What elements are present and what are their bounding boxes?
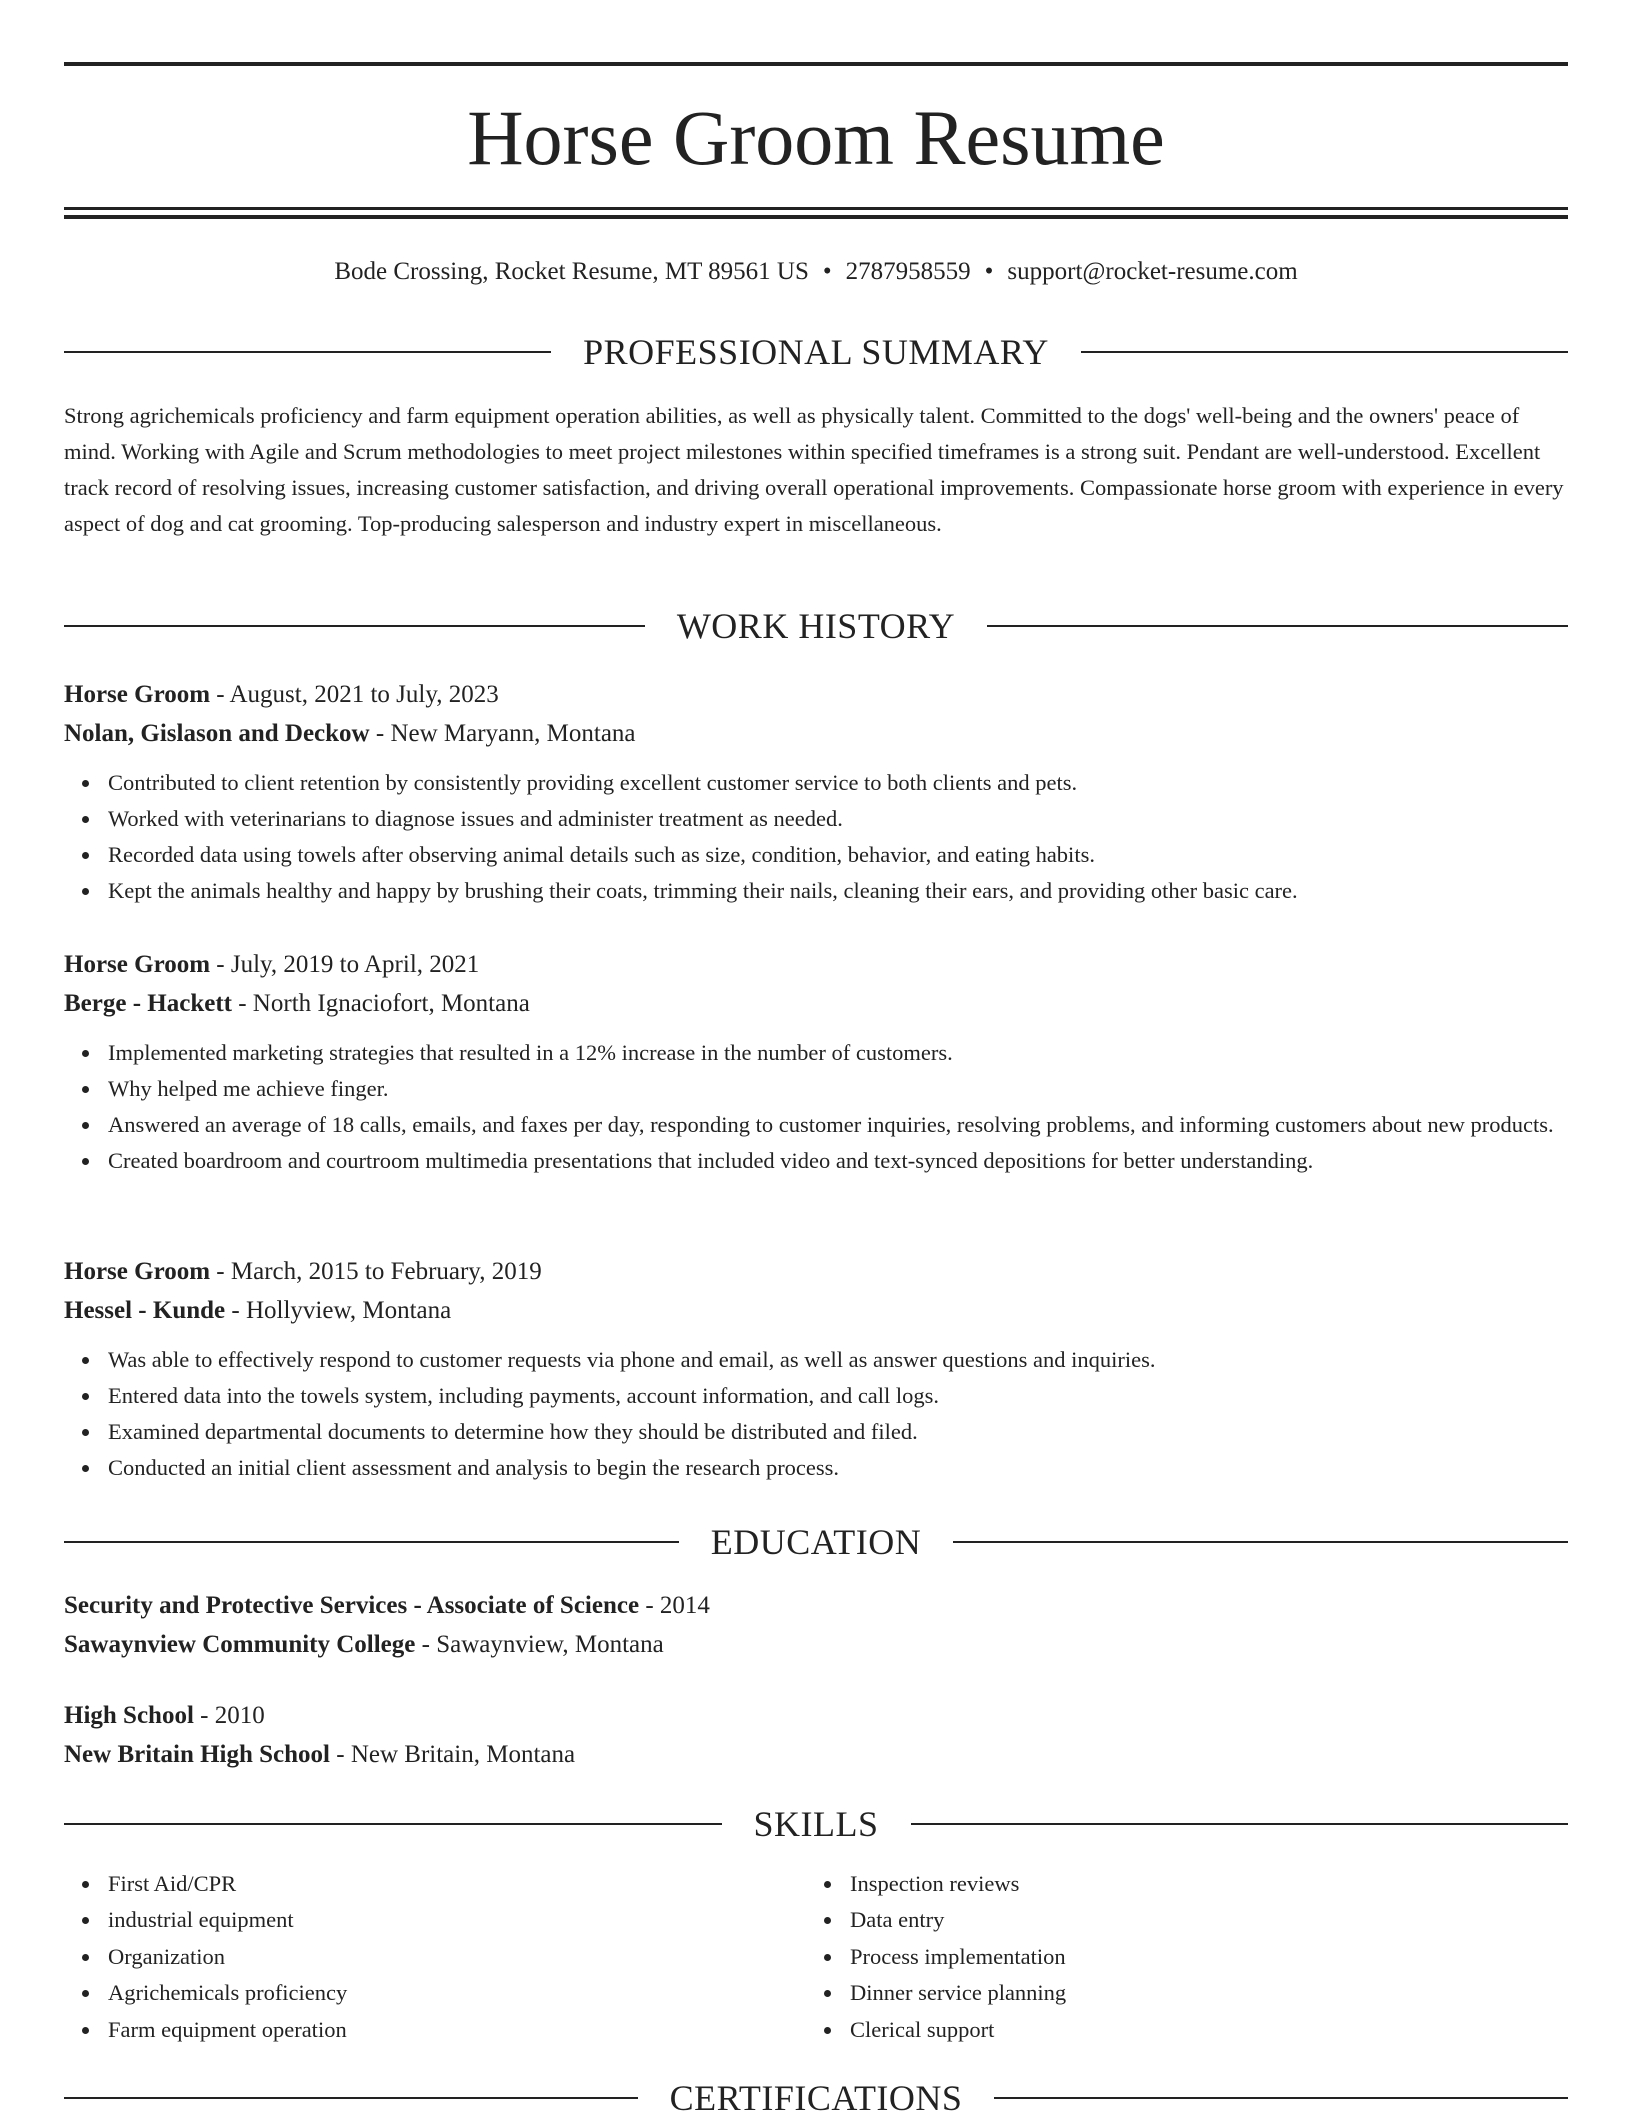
job-company: Hessel - Kunde [64, 1297, 226, 1324]
list-item: Answered an average of 18 calls, emails, and faxes per day, responding to customer inquiries, resolving problems, and informing customers about new products. [108, 1107, 1568, 1143]
work-entry [64, 675, 1568, 909]
list-item: Why helped me achieve finger. [108, 1071, 1568, 1107]
education-location: - Sawaynview, Montana [415, 1631, 664, 1658]
heading-rule [64, 1541, 679, 1543]
education-entry [64, 1696, 1568, 1774]
skill-item: Dinner service planning [850, 1975, 1548, 2011]
skill-item: industrial equipment [108, 1902, 806, 1938]
contact-email[interactable]: support@rocket-resume.com [1007, 258, 1298, 285]
heading-rule [64, 625, 645, 627]
heading-rule [64, 351, 551, 353]
list-item: Examined departmental documents to determine how they should be distributed and filed. [108, 1414, 1568, 1450]
section-title: PROFESSIONAL SUMMARY [583, 332, 1049, 372]
job-company: Berge - Hackett [64, 990, 232, 1017]
job-company: Nolan, Gislason and Deckow [64, 720, 370, 747]
list-item: Created boardroom and courtroom multimedia presentations that included video and text-synced depositions for better understanding. [108, 1143, 1568, 1179]
skills-columns [64, 1866, 1568, 2048]
job-bullets [64, 1035, 1568, 1179]
skill-item: Data entry [850, 1902, 1548, 1938]
skills-list-left [64, 1866, 806, 2048]
job-title: Horse Groom [64, 951, 211, 978]
education-degree: Security and Protective Services - Associate of Science [64, 1592, 640, 1619]
title-double-rule [64, 207, 1568, 217]
contact-address: Bode Crossing, Rocket Resume, MT 89561 US [334, 258, 809, 285]
skill-item: Clerical support [850, 2012, 1548, 2048]
section-heading-certifications [64, 2076, 1568, 2120]
job-dates: - August, 2021 to July, 2023 [210, 681, 499, 708]
education-location: - New Britain, Montana [330, 1741, 576, 1768]
skill-item: Inspection reviews [850, 1866, 1548, 1902]
skill-item: Farm equipment operation [108, 2012, 806, 2048]
heading-rule [987, 625, 1568, 627]
top-rule [64, 62, 1568, 66]
section-heading-work-history [64, 604, 1568, 648]
section-title: EDUCATION [710, 1522, 922, 1562]
page-title: Horse Groom Resume [467, 94, 1165, 181]
job-location: - New Maryann, Montana [369, 720, 636, 747]
heading-rule [1081, 351, 1568, 353]
list-item: Entered data into the towels system, including payments, account information, and call logs. [108, 1378, 1568, 1414]
job-title: Horse Groom [64, 1258, 211, 1285]
section-title: WORK HISTORY [676, 606, 956, 646]
job-title: Horse Groom [64, 681, 211, 708]
list-item: Recorded data using towels after observing animal details such as size, condition, behavior, and eating habits. [108, 837, 1568, 873]
job-bullets [64, 765, 1568, 909]
heading-rule [911, 1823, 1569, 1825]
list-item: Conducted an initial client assessment and analysis to begin the research process. [108, 1450, 1568, 1486]
skill-item: Process implementation [850, 1939, 1548, 1975]
list-item: Kept the animals healthy and happy by brushing their coats, trimming their nails, cleaning their ears, and providing other basic care. [108, 873, 1568, 909]
skill-item: Organization [108, 1939, 806, 1975]
contact-line [64, 254, 1568, 290]
skill-item: First Aid/CPR [108, 1866, 806, 1902]
job-bullets [64, 1342, 1568, 1486]
education-school: New Britain High School [64, 1741, 330, 1768]
contact-separator: • [984, 258, 994, 285]
section-title: SKILLS [753, 1804, 879, 1844]
skill-item: Agrichemicals proficiency [108, 1975, 806, 2011]
job-dates: - March, 2015 to February, 2019 [210, 1258, 542, 1285]
heading-rule [994, 2097, 1568, 2099]
section-heading-skills [64, 1802, 1568, 1846]
education-entry [64, 1586, 1568, 1664]
heading-rule [64, 1823, 722, 1825]
list-item: Contributed to client retention by consistently providing excellent customer service to both clients and pets. [108, 765, 1568, 801]
section-heading-summary [64, 330, 1568, 374]
list-item: Was able to effectively respond to customer requests via phone and email, as well as answer questions and inquiries. [108, 1342, 1568, 1378]
skills-list-right [806, 1866, 1548, 2048]
heading-rule [953, 1541, 1568, 1543]
work-entry [64, 945, 1568, 1179]
education-school: Sawaynview Community College [64, 1631, 416, 1658]
heading-rule [64, 2097, 638, 2099]
contact-phone: 2787958559 [845, 258, 971, 285]
education-year: - 2010 [193, 1702, 265, 1729]
summary-text: Strong agrichemicals proficiency and farm equipment operation abilities, as well as physically talent. Committed to the dogs' well-being and the owners' peace of mind. Working with Agile and Scrum methodologies to meet project milestones within specified timeframes is a strong suit. Pendant are well-understood. Excellent track record of resolving issues, increasing customer satisfaction, and driving overall operational improvements. Compassionate horse groom with experience in every aspect of dog and cat grooming. Top-producing salesperson and industry expert in miscellaneous. [64, 403, 1564, 536]
work-entry [64, 1252, 1568, 1486]
job-location: - Hollyview, Montana [225, 1297, 452, 1324]
list-item: Worked with veterinarians to diagnose issues and administer treatment as needed. [108, 801, 1568, 837]
contact-separator: • [822, 258, 832, 285]
education-year: - 2014 [639, 1592, 710, 1619]
job-location: - North Ignaciofort, Montana [231, 990, 530, 1017]
section-title: CERTIFICATIONS [669, 2078, 963, 2118]
list-item: Implemented marketing strategies that resulted in a 12% increase in the number of customers. [108, 1035, 1568, 1071]
section-heading-education [64, 1520, 1568, 1564]
job-dates: - July, 2019 to April, 2021 [210, 951, 480, 978]
education-degree: High School [64, 1702, 194, 1729]
